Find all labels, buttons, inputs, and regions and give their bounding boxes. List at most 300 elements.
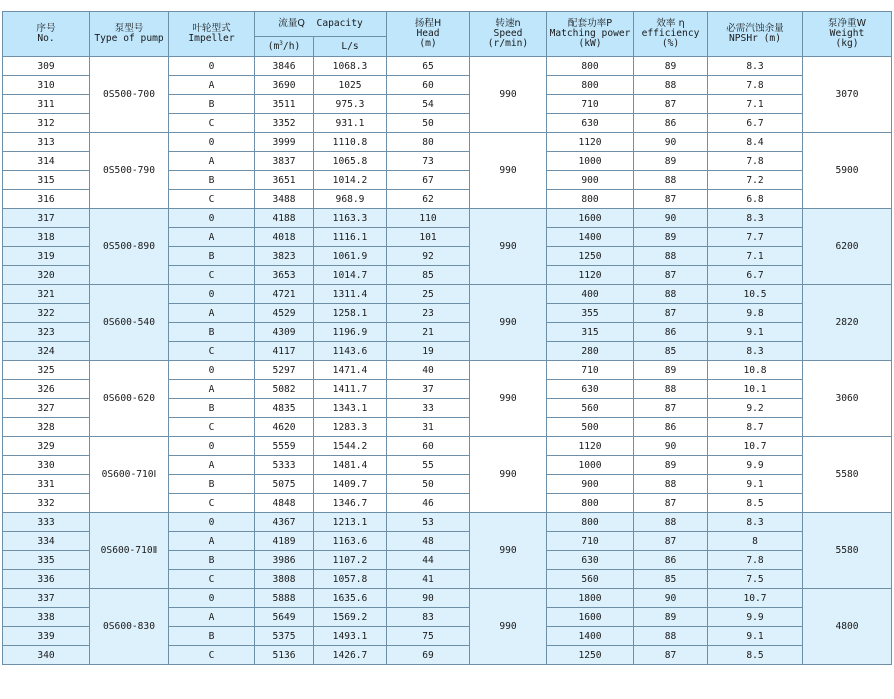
- cell-head: 31: [387, 418, 470, 437]
- cell-head: 83: [387, 608, 470, 627]
- cell-impeller: 0: [169, 361, 255, 380]
- cell-head: 53: [387, 513, 470, 532]
- cell-efficiency: 90: [634, 133, 708, 152]
- cell-efficiency: 89: [634, 57, 708, 76]
- cell-npsh: 9.8: [708, 304, 803, 323]
- cell-npsh: 7.8: [708, 152, 803, 171]
- cell-npsh: 8.4: [708, 133, 803, 152]
- cell-power: 630: [547, 551, 634, 570]
- cell-no: 333: [3, 513, 90, 532]
- cell-head: 33: [387, 399, 470, 418]
- cell-no: 334: [3, 532, 90, 551]
- cell-weight: 3070: [803, 57, 892, 133]
- cell-flow-m3h: 5082: [255, 380, 314, 399]
- cell-flow-ls: 1481.4: [314, 456, 387, 475]
- cell-impeller: C: [169, 646, 255, 665]
- cell-efficiency: 89: [634, 361, 708, 380]
- cell-efficiency: 88: [634, 247, 708, 266]
- cell-pump-model: 0S600-830: [90, 589, 169, 665]
- cell-flow-ls: 1014.7: [314, 266, 387, 285]
- cell-power: 315: [547, 323, 634, 342]
- cell-head: 101: [387, 228, 470, 247]
- cell-speed: 990: [470, 209, 547, 285]
- cell-head: 69: [387, 646, 470, 665]
- cell-no: 322: [3, 304, 90, 323]
- cell-weight: 6200: [803, 209, 892, 285]
- cell-flow-ls: 1213.1: [314, 513, 387, 532]
- cell-pump-model: 0S600-710Ⅰ: [90, 437, 169, 513]
- cell-npsh: 6.8: [708, 190, 803, 209]
- cell-efficiency: 87: [634, 304, 708, 323]
- cell-pump-model: 0S500-890: [90, 209, 169, 285]
- cell-head: 40: [387, 361, 470, 380]
- cell-flow-ls: 1569.2: [314, 608, 387, 627]
- cell-no: 323: [3, 323, 90, 342]
- cell-weight: 5900: [803, 133, 892, 209]
- cell-npsh: 10.1: [708, 380, 803, 399]
- table-row: [3, 361, 892, 380]
- cell-head: 21: [387, 323, 470, 342]
- cell-npsh: 8.3: [708, 342, 803, 361]
- cell-no: 332: [3, 494, 90, 513]
- cell-flow-m3h: 3690: [255, 76, 314, 95]
- cell-power: 800: [547, 494, 634, 513]
- cell-no: 335: [3, 551, 90, 570]
- cell-npsh: 7.1: [708, 247, 803, 266]
- cell-head: 44: [387, 551, 470, 570]
- cell-speed: 990: [470, 513, 547, 589]
- cell-head: 54: [387, 95, 470, 114]
- cell-speed: 990: [470, 361, 547, 437]
- cell-flow-m3h: 5888: [255, 589, 314, 608]
- cell-flow-ls: 1283.3: [314, 418, 387, 437]
- cell-head: 85: [387, 266, 470, 285]
- cell-weight: 5580: [803, 513, 892, 589]
- cell-pump-model: 0S500-790: [90, 133, 169, 209]
- table-row: [3, 285, 892, 304]
- cell-efficiency: 88: [634, 475, 708, 494]
- cell-flow-ls: 975.3: [314, 95, 387, 114]
- cell-flow-ls: 1107.2: [314, 551, 387, 570]
- cell-impeller: 0: [169, 209, 255, 228]
- cell-impeller: A: [169, 228, 255, 247]
- cell-flow-m3h: 3511: [255, 95, 314, 114]
- cell-flow-m3h: 3653: [255, 266, 314, 285]
- cell-efficiency: 90: [634, 437, 708, 456]
- cell-efficiency: 89: [634, 152, 708, 171]
- col-header-npsh: 必需汽蚀余量 NPSHr (m): [708, 12, 803, 57]
- cell-impeller: B: [169, 247, 255, 266]
- cell-speed: 990: [470, 437, 547, 513]
- cell-flow-m3h: 3488: [255, 190, 314, 209]
- cell-pump-model: 0S500-700: [90, 57, 169, 133]
- cell-impeller: A: [169, 304, 255, 323]
- cell-no: 328: [3, 418, 90, 437]
- cell-flow-ls: 1409.7: [314, 475, 387, 494]
- cell-power: 800: [547, 513, 634, 532]
- cell-impeller: 0: [169, 285, 255, 304]
- cell-flow-m3h: 3837: [255, 152, 314, 171]
- cell-head: 75: [387, 627, 470, 646]
- cell-impeller: A: [169, 380, 255, 399]
- cell-flow-m3h: 3352: [255, 114, 314, 133]
- cell-flow-m3h: 4835: [255, 399, 314, 418]
- table-row: [3, 57, 892, 76]
- cell-head: 55: [387, 456, 470, 475]
- cell-no: 320: [3, 266, 90, 285]
- cell-no: 340: [3, 646, 90, 665]
- cell-no: 321: [3, 285, 90, 304]
- cell-speed: 990: [470, 589, 547, 665]
- col-header-type: 泵型号 Type of pump: [90, 12, 169, 57]
- cell-efficiency: 88: [634, 285, 708, 304]
- cell-flow-m3h: 3986: [255, 551, 314, 570]
- cell-efficiency: 86: [634, 418, 708, 437]
- cell-efficiency: 86: [634, 323, 708, 342]
- cell-head: 19: [387, 342, 470, 361]
- cell-npsh: 8.5: [708, 646, 803, 665]
- cell-impeller: A: [169, 152, 255, 171]
- cell-flow-m3h: 5559: [255, 437, 314, 456]
- cell-no: 325: [3, 361, 90, 380]
- cell-npsh: 9.1: [708, 475, 803, 494]
- cell-impeller: C: [169, 114, 255, 133]
- cell-flow-ls: 1143.6: [314, 342, 387, 361]
- cell-impeller: C: [169, 190, 255, 209]
- col-header-speed: 转速n Speed (r/min): [470, 12, 547, 57]
- cell-flow-m3h: 4620: [255, 418, 314, 437]
- col-header-impeller: 叶轮型式 Impeller: [169, 12, 255, 57]
- cell-npsh: 8.3: [708, 57, 803, 76]
- cell-impeller: 0: [169, 57, 255, 76]
- cell-impeller: A: [169, 76, 255, 95]
- cell-power: 1600: [547, 209, 634, 228]
- cell-no: 313: [3, 133, 90, 152]
- table-row: [3, 209, 892, 228]
- cell-flow-m3h: 4188: [255, 209, 314, 228]
- cell-flow-ls: 1110.8: [314, 133, 387, 152]
- cell-efficiency: 87: [634, 646, 708, 665]
- cell-flow-ls: 1196.9: [314, 323, 387, 342]
- cell-power: 1250: [547, 646, 634, 665]
- cell-power: 1400: [547, 627, 634, 646]
- table-row: [3, 513, 892, 532]
- cell-power: 1000: [547, 152, 634, 171]
- cell-weight: 3060: [803, 361, 892, 437]
- cell-flow-ls: 1258.1: [314, 304, 387, 323]
- cell-flow-m3h: 5649: [255, 608, 314, 627]
- cell-efficiency: 88: [634, 171, 708, 190]
- cell-flow-ls: 1343.1: [314, 399, 387, 418]
- cell-efficiency: 87: [634, 95, 708, 114]
- cell-pump-model: 0S600-540: [90, 285, 169, 361]
- cell-flow-ls: 1635.6: [314, 589, 387, 608]
- cell-power: 900: [547, 171, 634, 190]
- cell-flow-ls: 1411.7: [314, 380, 387, 399]
- cell-efficiency: 87: [634, 532, 708, 551]
- cell-flow-ls: 1163.6: [314, 532, 387, 551]
- cell-power: 1120: [547, 266, 634, 285]
- cell-npsh: 8: [708, 532, 803, 551]
- cell-flow-m3h: 3999: [255, 133, 314, 152]
- cell-flow-m3h: 5333: [255, 456, 314, 475]
- cell-flow-ls: 1544.2: [314, 437, 387, 456]
- cell-impeller: C: [169, 570, 255, 589]
- cell-efficiency: 89: [634, 456, 708, 475]
- cell-flow-m3h: 4189: [255, 532, 314, 551]
- cell-head: 50: [387, 114, 470, 133]
- cell-head: 67: [387, 171, 470, 190]
- cell-efficiency: 86: [634, 114, 708, 133]
- cell-head: 80: [387, 133, 470, 152]
- cell-efficiency: 90: [634, 209, 708, 228]
- cell-no: 337: [3, 589, 90, 608]
- cell-impeller: B: [169, 323, 255, 342]
- cell-flow-ls: 1346.7: [314, 494, 387, 513]
- cell-speed: 990: [470, 285, 547, 361]
- cell-npsh: 8.3: [708, 209, 803, 228]
- cell-power: 710: [547, 95, 634, 114]
- cell-weight: 4800: [803, 589, 892, 665]
- cell-speed: 990: [470, 133, 547, 209]
- cell-head: 92: [387, 247, 470, 266]
- pump-spec-table: [2, 11, 892, 665]
- table-row: [3, 133, 892, 152]
- cell-impeller: C: [169, 418, 255, 437]
- cell-efficiency: 88: [634, 380, 708, 399]
- cell-npsh: 6.7: [708, 266, 803, 285]
- cell-flow-ls: 1116.1: [314, 228, 387, 247]
- cell-flow-m3h: 4721: [255, 285, 314, 304]
- col-header-power: 配套功率P Matching power (kW): [547, 12, 634, 57]
- cell-impeller: A: [169, 456, 255, 475]
- cell-no: 317: [3, 209, 90, 228]
- cell-flow-ls: 1014.2: [314, 171, 387, 190]
- cell-pump-model: 0S600-710Ⅱ: [90, 513, 169, 589]
- cell-impeller: B: [169, 475, 255, 494]
- cell-no: 338: [3, 608, 90, 627]
- cell-flow-m3h: 4848: [255, 494, 314, 513]
- cell-head: 60: [387, 76, 470, 95]
- cell-flow-m3h: 4529: [255, 304, 314, 323]
- cell-no: 311: [3, 95, 90, 114]
- cell-power: 800: [547, 190, 634, 209]
- cell-no: 319: [3, 247, 90, 266]
- cell-power: 1600: [547, 608, 634, 627]
- cell-npsh: 7.5: [708, 570, 803, 589]
- cell-head: 50: [387, 475, 470, 494]
- cell-npsh: 9.1: [708, 627, 803, 646]
- cell-no: 309: [3, 57, 90, 76]
- cell-flow-m3h: 5375: [255, 627, 314, 646]
- cell-power: 1120: [547, 437, 634, 456]
- cell-no: 312: [3, 114, 90, 133]
- table-body: [3, 57, 892, 665]
- col-header-efficiency: 效率 η efficiency (%): [634, 12, 708, 57]
- cell-head: 37: [387, 380, 470, 399]
- cell-no: 324: [3, 342, 90, 361]
- cell-power: 1400: [547, 228, 634, 247]
- cell-head: 23: [387, 304, 470, 323]
- cell-no: 330: [3, 456, 90, 475]
- cell-power: 1800: [547, 589, 634, 608]
- cell-npsh: 10.5: [708, 285, 803, 304]
- cell-pump-model: 0S600-620: [90, 361, 169, 437]
- cell-head: 41: [387, 570, 470, 589]
- cell-power: 280: [547, 342, 634, 361]
- cell-impeller: 0: [169, 133, 255, 152]
- cell-impeller: B: [169, 171, 255, 190]
- col-header-no: 序号 No.: [3, 12, 90, 57]
- cell-head: 48: [387, 532, 470, 551]
- cell-head: 65: [387, 57, 470, 76]
- cell-flow-ls: 931.1: [314, 114, 387, 133]
- cell-power: 500: [547, 418, 634, 437]
- cell-head: 110: [387, 209, 470, 228]
- cell-power: 710: [547, 361, 634, 380]
- cell-impeller: C: [169, 266, 255, 285]
- cell-flow-m3h: 5297: [255, 361, 314, 380]
- cell-efficiency: 88: [634, 76, 708, 95]
- cell-impeller: C: [169, 494, 255, 513]
- cell-power: 1120: [547, 133, 634, 152]
- cell-no: 326: [3, 380, 90, 399]
- cell-flow-m3h: 4367: [255, 513, 314, 532]
- cell-power: 560: [547, 570, 634, 589]
- cell-npsh: 8.3: [708, 513, 803, 532]
- cell-head: 25: [387, 285, 470, 304]
- cell-speed: 990: [470, 57, 547, 133]
- cell-weight: 5580: [803, 437, 892, 513]
- cell-head: 90: [387, 589, 470, 608]
- cell-efficiency: 85: [634, 342, 708, 361]
- cell-npsh: 6.7: [708, 114, 803, 133]
- cell-flow-m3h: 5075: [255, 475, 314, 494]
- cell-flow-ls: 968.9: [314, 190, 387, 209]
- cell-flow-m3h: 5136: [255, 646, 314, 665]
- cell-npsh: 9.2: [708, 399, 803, 418]
- cell-efficiency: 87: [634, 190, 708, 209]
- cell-flow-m3h: 4018: [255, 228, 314, 247]
- table-header: [3, 12, 892, 57]
- cell-flow-ls: 1065.8: [314, 152, 387, 171]
- cell-efficiency: 88: [634, 627, 708, 646]
- col-header-flow-m3h: $(m^3/h)$: [255, 37, 314, 57]
- cell-flow-m3h: 4309: [255, 323, 314, 342]
- cell-power: 630: [547, 380, 634, 399]
- cell-flow-ls: 1311.4: [314, 285, 387, 304]
- cell-npsh: 9.9: [708, 608, 803, 627]
- cell-no: 336: [3, 570, 90, 589]
- cell-impeller: 0: [169, 513, 255, 532]
- cell-no: 316: [3, 190, 90, 209]
- cell-no: 339: [3, 627, 90, 646]
- cell-efficiency: 85: [634, 570, 708, 589]
- cell-weight: 2820: [803, 285, 892, 361]
- cell-impeller: B: [169, 95, 255, 114]
- cell-power: 630: [547, 114, 634, 133]
- cell-no: 318: [3, 228, 90, 247]
- cell-efficiency: 87: [634, 399, 708, 418]
- cell-power: 560: [547, 399, 634, 418]
- cell-flow-ls: 1493.1: [314, 627, 387, 646]
- cell-power: 1250: [547, 247, 634, 266]
- cell-flow-ls: 1057.8: [314, 570, 387, 589]
- cell-impeller: 0: [169, 589, 255, 608]
- cell-head: 60: [387, 437, 470, 456]
- cell-npsh: 7.2: [708, 171, 803, 190]
- cell-impeller: B: [169, 551, 255, 570]
- cell-efficiency: 88: [634, 513, 708, 532]
- cell-flow-ls: 1163.3: [314, 209, 387, 228]
- cell-npsh: 7.8: [708, 551, 803, 570]
- cell-flow-ls: 1426.7: [314, 646, 387, 665]
- cell-head: 62: [387, 190, 470, 209]
- table-row: [3, 589, 892, 608]
- cell-impeller: A: [169, 608, 255, 627]
- table-row: [3, 437, 892, 456]
- col-header-flow: 流量Q Capacity: [255, 12, 387, 37]
- cell-npsh: 9.1: [708, 323, 803, 342]
- cell-impeller: C: [169, 342, 255, 361]
- cell-power: 1000: [547, 456, 634, 475]
- cell-power: 900: [547, 475, 634, 494]
- cell-impeller: 0: [169, 437, 255, 456]
- cell-power: 800: [547, 76, 634, 95]
- cell-flow-ls: 1025: [314, 76, 387, 95]
- cell-npsh: 8.5: [708, 494, 803, 513]
- cell-efficiency: 86: [634, 551, 708, 570]
- cell-no: 329: [3, 437, 90, 456]
- cell-npsh: 10.7: [708, 437, 803, 456]
- cell-efficiency: 87: [634, 266, 708, 285]
- cell-flow-ls: 1068.3: [314, 57, 387, 76]
- cell-head: 73: [387, 152, 470, 171]
- cell-impeller: B: [169, 627, 255, 646]
- cell-head: 46: [387, 494, 470, 513]
- cell-npsh: 10.7: [708, 589, 803, 608]
- cell-power: 800: [547, 57, 634, 76]
- cell-npsh: 10.8: [708, 361, 803, 380]
- cell-npsh: 7.8: [708, 76, 803, 95]
- cell-impeller: A: [169, 532, 255, 551]
- cell-flow-ls: 1061.9: [314, 247, 387, 266]
- col-header-head: 扬程H Head (m): [387, 12, 470, 57]
- cell-no: 310: [3, 76, 90, 95]
- col-header-weight: 泵净重W Weight (kg): [803, 12, 892, 57]
- cell-flow-ls: 1471.4: [314, 361, 387, 380]
- cell-npsh: 7.7: [708, 228, 803, 247]
- cell-npsh: 9.9: [708, 456, 803, 475]
- cell-flow-m3h: 3808: [255, 570, 314, 589]
- cell-power: 355: [547, 304, 634, 323]
- cell-flow-m3h: 4117: [255, 342, 314, 361]
- cell-efficiency: 89: [634, 228, 708, 247]
- cell-flow-m3h: 3846: [255, 57, 314, 76]
- cell-npsh: 8.7: [708, 418, 803, 437]
- cell-no: 314: [3, 152, 90, 171]
- cell-no: 327: [3, 399, 90, 418]
- cell-power: 400: [547, 285, 634, 304]
- cell-efficiency: 89: [634, 608, 708, 627]
- cell-power: 710: [547, 532, 634, 551]
- cell-flow-m3h: 3651: [255, 171, 314, 190]
- cell-no: 315: [3, 171, 90, 190]
- cell-no: 331: [3, 475, 90, 494]
- cell-efficiency: 87: [634, 494, 708, 513]
- cell-flow-m3h: 3823: [255, 247, 314, 266]
- cell-impeller: B: [169, 399, 255, 418]
